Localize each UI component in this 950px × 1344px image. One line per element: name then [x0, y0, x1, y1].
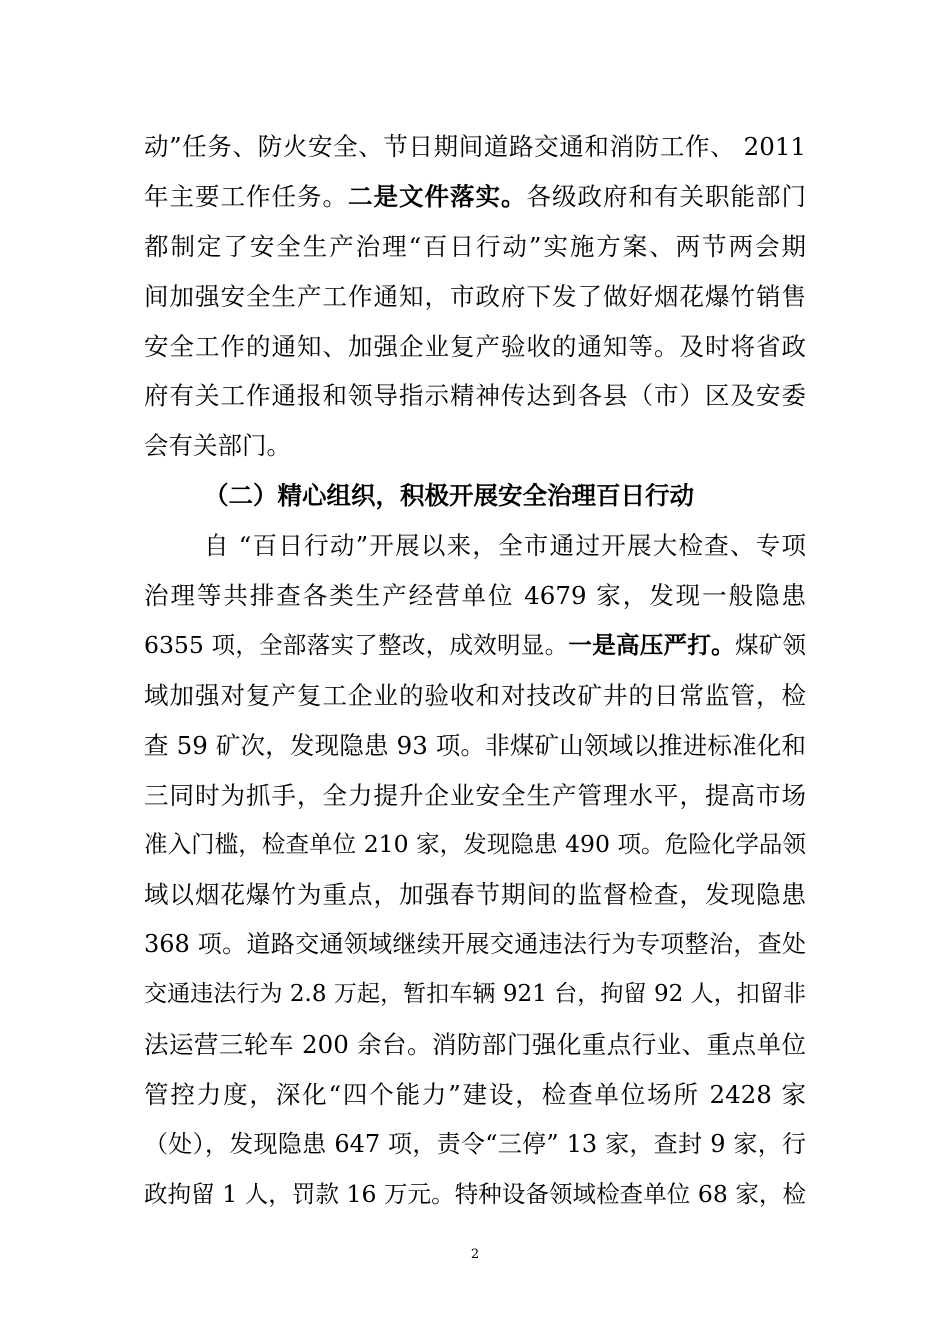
text-line: 6355 项，全部落实了整改，成效明显。一是高压严打。煤矿领: [144, 630, 807, 659]
text-line: 查 59 矿次，发现隐患 93 项。非煤矿山领域以推进标准化和: [144, 730, 806, 760]
text-line: 三同时为抓手，全力提升企业安全生产管理水平，提高市场: [144, 780, 806, 810]
text-line: （处），发现隐患 647 项，责令“三停” 13 家，查封 9 家，行: [144, 1129, 806, 1158]
page-number: 2: [470, 1247, 480, 1262]
text-line: 会有关部门。: [144, 431, 291, 461]
text-line: 年主要工作任务。二是文件落实。各级政府和有关职能部门: [144, 181, 806, 211]
text-line: 交通违法行为 2.8 万起，暂扣车辆 921 台，拘留 92 人，扣留非: [144, 981, 806, 1008]
text-line: 治理等共排查各类生产经营单位 4679 家，发现一般隐患: [144, 581, 806, 611]
text-line: 府有关工作通报和领导指示精神传达到各县（市）区及安委: [144, 381, 806, 411]
section-heading: （二）精心组织，积极开展安全治理百日行动: [204, 481, 694, 511]
text-line: 安全工作的通知、加强企业复产验收的通知等。及时将省政: [144, 331, 806, 361]
text-line: 政拘留 1 人，罚款 16 万元。特种设备领域检查单位 68 家，检: [144, 1179, 806, 1208]
text-line: 法运营三轮车 200 余台。消防部门强化重点行业、重点单位: [144, 1030, 806, 1060]
text-line: 动”任务、防火安全、节日期间道路交通和消防工作、 2011: [144, 132, 806, 161]
text-line: 管控力度，深化“四个能力”建设，检查单位场所 2428 家: [144, 1079, 806, 1109]
text-line: 都制定了安全生产治理“百日行动”实施方案、两节两会期: [144, 231, 806, 261]
paragraph-first-line: 自 “百日行动”开展以来，全市通过开展大检查、专项: [204, 531, 806, 561]
text-line: 准入门槛，检查单位 210 家，发现隐患 490 项。危险化学品领: [144, 830, 806, 859]
text-line: 368 项。道路交通领域继续开展交通违法行为专项整治，查处: [144, 930, 806, 959]
text-line: 域以烟花爆竹为重点，加强春节期间的监督检查，发现隐患: [144, 880, 806, 910]
document-body: [144, 122, 806, 1220]
text-line: 间加强安全生产工作通知，市政府下发了做好烟花爆竹销售: [144, 281, 806, 311]
text-line: 域加强对复产复工企业的验收和对技改矿井的日常监管，检: [144, 680, 806, 710]
